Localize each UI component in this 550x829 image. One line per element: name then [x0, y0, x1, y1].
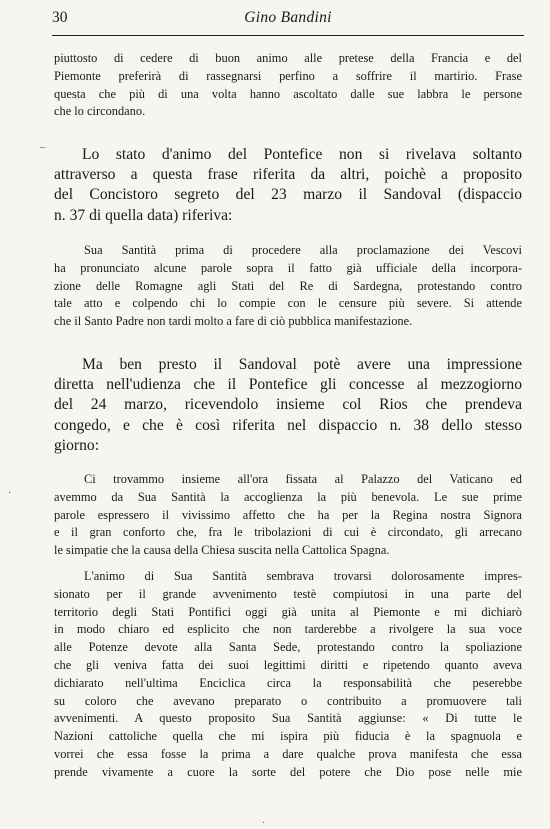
text-line: sionato per il grande avvenimento testè compiutosi in una parte del [54, 586, 522, 601]
text-line: e il gran conforto che, fra le tribolazioni di cui è circondato, gli arrecano [54, 525, 522, 540]
text-line: Sua Santità prima di procedere alla proclamazione dei Vescovi [84, 243, 522, 257]
text-line: avvenimenti. A questo proposito Sua Santità aggiunse: « Di tutte le [54, 711, 522, 726]
text-line: dichiarato nell'ultima Enciclica circa la responsabilità che peserebbe [54, 675, 522, 690]
text-line: alle Potenze devote alla Santa Sede, protestando contro la spoliazione [54, 640, 522, 655]
text-line: che il Santo Padre non tardi molto a fare di ciò pubblica manifestazione. [54, 314, 413, 329]
text-line: prende vivamente a cuore la sorte del potere che Dio pose nelle mie [54, 764, 522, 779]
text-line: ha pronunciato alcune parole sopra il fatto già ufficiale della incorpora- [54, 260, 522, 275]
text-line: le simpatie che la causa della Chiesa suscita nella Cattolica Spagna. [54, 543, 390, 558]
text-line: territorio degli Stati Pontifici oggi già unita al Piemonte e mi dichiarò [54, 604, 522, 619]
text-line: Nazioni cattoliche quella che mi ispira più fiducia è la spagnuola e [54, 729, 522, 744]
text-line: Piemonte preferirà di rassegnarsi perfino a soffrire il martirio. Frase [54, 68, 522, 83]
text-line: Ma ben presto il Sandoval potè avere una impressione [82, 356, 522, 373]
text-line: diretta nell'udienza che il Pontefice gli concesse al mezzogiorno [54, 376, 522, 394]
text-line: del 24 marzo, ricevendolo insieme col Rios che prendeva [54, 396, 522, 414]
text-line: attraverso a questa frase riferita da altri, poichè a proposito [54, 166, 522, 184]
running-head: Gino Bandini [244, 9, 332, 26]
text-line: in modo chiaro ed esplicito che non tarderebbe a rivolgere la sua voce [54, 622, 522, 637]
margin-mark: · [8, 488, 12, 499]
paragraph-main-2 [54, 355, 522, 456]
text-line: tale atto e colpendo chi lo compie con le censure più severe. Si attende [54, 296, 522, 311]
text-line: zione delle Romagne agli Stati del Re di Sardegna, protestando contro [54, 278, 522, 293]
page-header [52, 9, 524, 29]
text-line: L'animo di Sua Santità sembrava trovarsi dolorosamente impres- [84, 569, 522, 583]
text-line: avemmo da Sua Santità la accoglienza la più benevola. Le sue prime [54, 489, 522, 504]
block-quote-3 [54, 568, 522, 782]
block-quote-2 [54, 471, 522, 560]
text-line: parole espressero il vivissimo affetto che ha per la Regina nostra Signora [54, 507, 522, 522]
text-line: che lo circondano. [54, 104, 146, 119]
text-line: piuttosto di cedere di buon animo alle pretese della Francia e del [54, 51, 522, 65]
text-line: Lo stato d'animo del Pontefice non si rivelava soltanto [82, 146, 522, 163]
margin-mark: · [262, 818, 266, 829]
header-rule [52, 35, 524, 36]
text-line: congedo, e che è così riferita nel dispaccio n. 38 dello stesso [54, 416, 522, 434]
margin-mark: – [40, 142, 45, 153]
paragraph-main-1 [54, 145, 522, 226]
block-quote-1 [54, 242, 522, 331]
page-number: 30 [52, 9, 68, 26]
text-line: questa che più di una volta hanno ascoltato dalle sue labbra le persone [54, 86, 522, 101]
text-line: giorno: [54, 436, 100, 454]
text-line: n. 37 di quella data) riferiva: [54, 206, 233, 224]
paragraph-continued [54, 50, 522, 121]
text-line: che gli veniva fatta dei suoi legittimi diritti e ripetendo quanto aveva [54, 657, 522, 672]
text-line: Ci trovammo insieme all'ora fissata al Palazzo del Vaticano ed [84, 472, 522, 486]
text-line: del Concistoro segreto del 23 marzo il Sandoval (dispaccio [54, 186, 522, 204]
text-line: vorrei che essa fosse la prima a dare qualche prova manifesta che essa [54, 746, 522, 761]
text-line: su coloro che avevano preparato o contribuito a promuovere tali [54, 693, 522, 708]
